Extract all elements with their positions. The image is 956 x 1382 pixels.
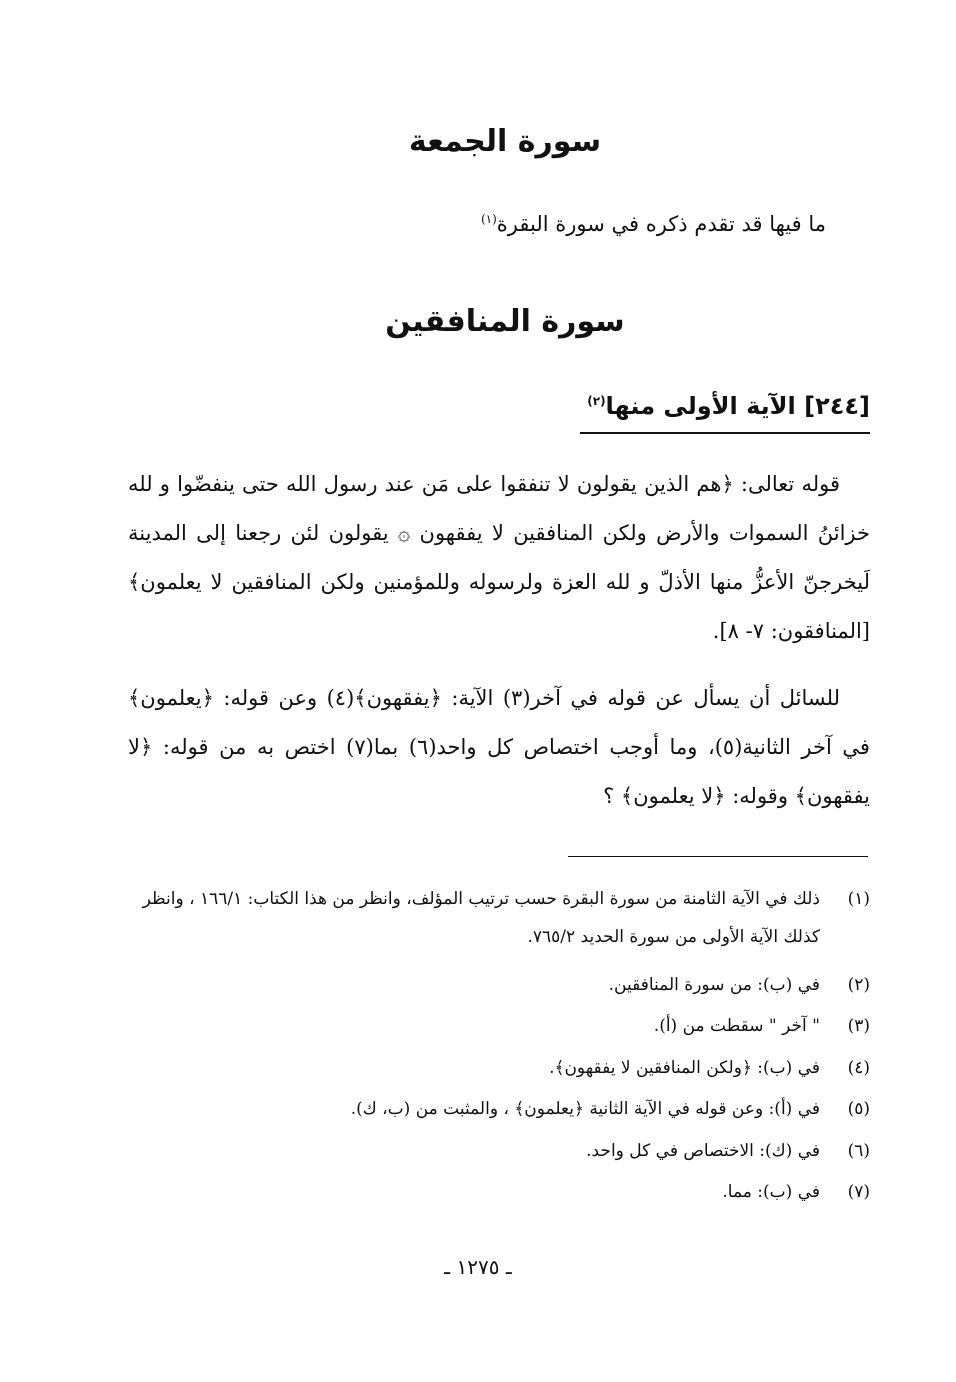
footnote	[128, 1090, 870, 1128]
intro-text: ما فيها قد تقدم ذكره في سورة البقرة	[496, 212, 826, 236]
paragraph-question	[128, 674, 870, 821]
footnote-ref-2: (٢)	[587, 394, 606, 408]
intro-line	[481, 212, 826, 236]
section-heading	[587, 392, 870, 420]
footnote-number: (٤)	[847, 1058, 870, 1078]
footnote-number: (١)	[847, 889, 870, 909]
footnote-text: في (ب): من سورة المنافقين.	[608, 975, 820, 995]
footnote-separator	[568, 856, 868, 857]
footnote-number: (٣)	[847, 1016, 870, 1036]
footnote	[128, 1007, 870, 1045]
heading-underline	[580, 432, 870, 434]
footnote	[128, 966, 870, 1004]
footnote-number: (٦)	[847, 1141, 870, 1161]
page-number: ـ ١٢٧٥ ـ	[444, 1255, 512, 1279]
footnote-text: في (ك): الاختصاص في كل واحد.	[586, 1141, 820, 1161]
footnote-text: في (ب): ﴿ولكن المنافقين لا يفقهون﴾.	[549, 1058, 820, 1078]
footnote-ref-1: (١)	[480, 212, 497, 226]
footnote-number: (٢)	[847, 975, 870, 995]
paragraph-verse-text: قوله تعالى: ﴿هم الذين يقولون لا تنفقوا على مَن عند رسول الله حتى ينفضّوا و لله خزائنُ السموات والأرض ولكن المنافقين لا يفقهون ۞ يقولون لئن رجعنا إلى المدينة لَيخرجنّ الأعزُّ منها الأذلّ و لله العزة ولرسوله وللمؤمنين ولكن المنافقين لا يعلمون﴾ [المنافقون: ٧- ٨].	[128, 472, 870, 643]
footnote-text: ذلك في الآية الثامنة من سورة البقرة حسب ترتيب المؤلف، وانظر من هذا الكتاب: ١٦٦/١ ، وانظر كذلك الآية الأولى من سورة الحديد ٧٦٥/٢.	[142, 889, 820, 947]
footnote	[128, 1132, 870, 1170]
surah-title-munafiqun: سورة المنافقين	[385, 304, 625, 339]
heading-text: [٢٤٤] الآية الأولى منها	[605, 392, 870, 420]
paragraph-verse	[128, 460, 870, 656]
footnote-text: في (ب): مما.	[722, 1182, 820, 1202]
footnote-number: (٥)	[847, 1099, 870, 1119]
surah-title-jumuah: سورة الجمعة	[408, 124, 602, 159]
footnote-number: (٧)	[847, 1182, 870, 1202]
footnote-text: " آخر " سقطت من (أ).	[653, 1016, 820, 1036]
footnote-text: في (أ): وعن قوله في الآية الثانية ﴿يعلمون﴾ ، والمثبت من (ب، ك).	[350, 1099, 820, 1119]
footnote	[128, 1049, 870, 1087]
footnote	[128, 880, 870, 956]
paragraph-question-text: للسائل أن يسأل عن قوله في آخر(٣) الآية: ﴿يفقهون﴾(٤) وعن قوله: ﴿يعلمون﴾ في آخر الثانية(٥)، وما أوجب اختصاص كل واحد(٦) بما(٧) اختص به من قوله: ﴿لا يفقهون﴾ وقوله: ﴿لا يعلمون﴾ ؟	[128, 686, 870, 808]
footnote	[128, 1173, 870, 1211]
